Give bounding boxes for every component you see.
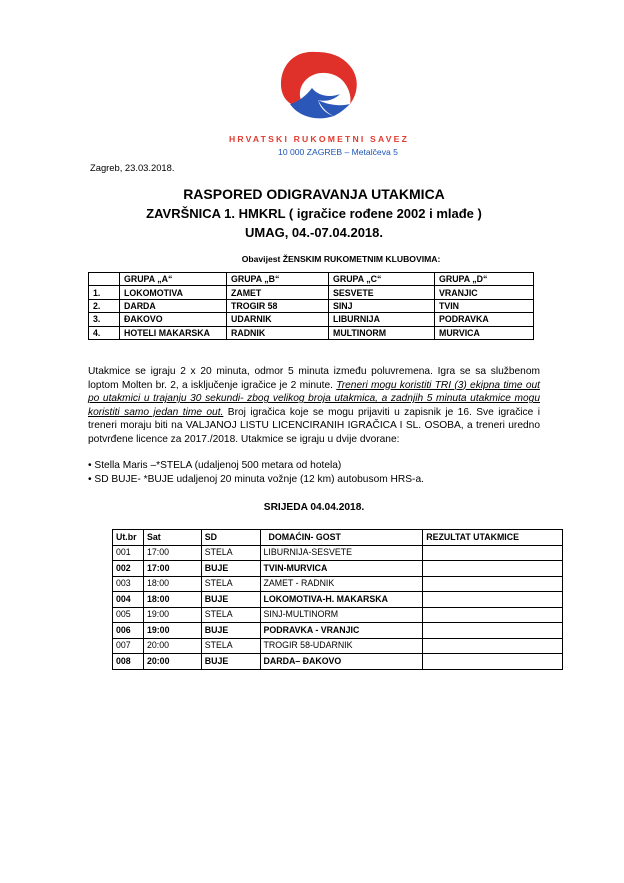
date-line: Zagreb, 23.03.2018. [90, 162, 175, 173]
schedule-header-cell: Sat [143, 530, 201, 546]
schedule-table [112, 529, 563, 670]
groups-row [89, 286, 534, 299]
match-teams: LOKOMOTIVA-H. MAKARSKA [260, 592, 423, 608]
groups-cell: LOKOMOTIVA [120, 286, 227, 299]
match-number: 001 [113, 545, 144, 561]
groups-header-cell: GRUPA „C“ [329, 273, 435, 286]
match-teams: DARDA– ĐAKOVO [260, 654, 423, 670]
match-hall: BUJE [201, 561, 260, 577]
match-result [423, 545, 563, 561]
match-teams: TVIN-MURVICA [260, 561, 423, 577]
match-hall: STELA [201, 607, 260, 623]
hall-item-text: Stella Maris –*STELA (udaljenoj 500 metara od hotela) [94, 460, 342, 471]
groups-cell: ZAMET [227, 286, 329, 299]
table-row [113, 592, 563, 608]
groups-header-cell: GRUPA „D“ [435, 273, 534, 286]
match-hall: BUJE [201, 623, 260, 639]
hall-item-text: SD BUJE- *BUJE udaljenoj 20 minuta vožnje (12 km) autobusom HRS-a. [94, 473, 424, 485]
table-row [113, 576, 563, 592]
match-teams: SINJ-MULTINORM [260, 607, 423, 623]
halls-list [88, 459, 424, 486]
timeout-rule-text: Treneri mogu koristiti TRI (3) ekipna time out po utakmici u trajanju 30 sekundi- zbog velikog broja utakmica, a zadnjih 5 minuta utakmice mogu koristiti samo jedan time out. [88, 379, 540, 418]
groups-cell: HOTELI MAKARSKA [120, 326, 227, 339]
groups-row [89, 299, 534, 312]
groups-cell: 3. [89, 313, 120, 326]
match-time: 20:00 [143, 654, 201, 670]
list-item: • Stella Maris –*STELA (udaljenoj 500 metara od hotela) [88, 460, 342, 471]
table-row [113, 561, 563, 577]
groups-table [88, 272, 534, 340]
match-number: 008 [113, 654, 144, 670]
groups-cell: ĐAKOVO [120, 313, 227, 326]
page-title: RASPORED ODIGRAVANJA UTAKMICA [183, 186, 445, 202]
schedule-header-row [113, 530, 563, 546]
schedule-header-cell: REZULTAT UTAKMICE [423, 530, 563, 546]
rules-paragraph [88, 365, 540, 447]
groups-cell: RADNIK [227, 326, 329, 339]
groups-cell: SESVETE [329, 286, 435, 299]
groups-cell: MULTINORM [329, 326, 435, 339]
match-teams: PODRAVKA - VRANJIC [260, 623, 423, 639]
rules-text-tail: Broj igračica koje se mogu prijaviti u zapisnik je 16. Sve igračice i treneri moraju biti na VALJANOJ LISTU LICENCIRANIH IGRAČICA I SL. OSOBA, a treneri uredno potvrđene licence za 2017./2018. Utakmice se igraju u dvije dvorane: [88, 406, 540, 445]
org-name: HRVATSKI RUKOMETNI SAVEZ [228, 134, 410, 144]
event-location-date: UMAG, 04.-07.04.2018. [244, 225, 384, 240]
match-number: 003 [113, 576, 144, 592]
groups-cell: 1. [89, 286, 120, 299]
match-number: 002 [113, 561, 144, 577]
table-row [113, 638, 563, 654]
match-hall: BUJE [201, 592, 260, 608]
groups-header-cell [89, 273, 120, 286]
match-hall: STELA [201, 638, 260, 654]
match-time: 18:00 [143, 576, 201, 592]
org-address: 10 000 ZAGREB – Metalčeva 5 [278, 147, 398, 157]
match-time: 19:00 [143, 623, 201, 639]
match-time: 17:00 [143, 561, 201, 577]
match-result [423, 623, 563, 639]
groups-cell: 4. [89, 326, 120, 339]
match-number: 004 [113, 592, 144, 608]
table-row [113, 545, 563, 561]
groups-row [89, 313, 534, 326]
match-hall: STELA [201, 576, 260, 592]
match-number: 005 [113, 607, 144, 623]
groups-cell: PODRAVKA [435, 313, 534, 326]
match-hall: STELA [201, 545, 260, 561]
match-result [423, 561, 563, 577]
groups-header-cell: GRUPA „B“ [227, 273, 329, 286]
schedule-header-cell: DOMAĆIN- GOST [260, 530, 423, 546]
match-number: 006 [113, 623, 144, 639]
match-result [423, 576, 563, 592]
groups-cell: SINJ [329, 299, 435, 312]
groups-cell: TVIN [435, 299, 534, 312]
groups-cell: VRANJIC [435, 286, 534, 299]
match-teams: LIBURNIJA-SESVETE [260, 545, 423, 561]
match-hall: BUJE [201, 654, 260, 670]
schedule-header-cell: SD [201, 530, 260, 546]
match-time: 17:00 [143, 545, 201, 561]
match-time: 19:00 [143, 607, 201, 623]
match-result [423, 654, 563, 670]
groups-cell: UDARNIK [227, 313, 329, 326]
match-result [423, 592, 563, 608]
groups-header-cell: GRUPA „A“ [120, 273, 227, 286]
day-heading: SRIJEDA 04.04.2018. [263, 502, 365, 513]
table-row [113, 654, 563, 670]
match-teams: TROGIR 58-UDARNIK [260, 638, 423, 654]
match-time: 20:00 [143, 638, 201, 654]
match-number: 007 [113, 638, 144, 654]
groups-cell: 2. [89, 299, 120, 312]
match-result [423, 638, 563, 654]
rules-text: Utakmice se igraju 2 x 20 minuta, odmor 5 minuta između poluvremena. Igra se sa službenom loptom Molten br. 2, a isključenje igračice je 2 minute. [88, 366, 540, 391]
groups-header-row [89, 273, 534, 286]
match-teams: ZAMET - RADNIK [260, 576, 423, 592]
groups-cell: DARDA [120, 299, 227, 312]
notice-heading: Obavijest ŽENSKIM RUKOMETNIM KLUBOVIMA: [241, 254, 441, 264]
match-time: 18:00 [143, 592, 201, 608]
match-result [423, 607, 563, 623]
federation-logo-icon [268, 42, 364, 134]
groups-row [89, 326, 534, 339]
list-item: • SD BUJE- *BUJE udaljenoj 20 minuta vožnje (12 km) autobusom HRS-a. [88, 473, 424, 485]
schedule-header-cell: Ut.br [113, 530, 144, 546]
page-subtitle: ZAVRŠNICA 1. HMKRL ( igračice rođene 2002 i mlađe ) [146, 206, 482, 221]
groups-cell: TROGIR 58 [227, 299, 329, 312]
groups-cell: LIBURNIJA [329, 313, 435, 326]
table-row [113, 607, 563, 623]
table-row [113, 623, 563, 639]
groups-cell: MURVICA [435, 326, 534, 339]
